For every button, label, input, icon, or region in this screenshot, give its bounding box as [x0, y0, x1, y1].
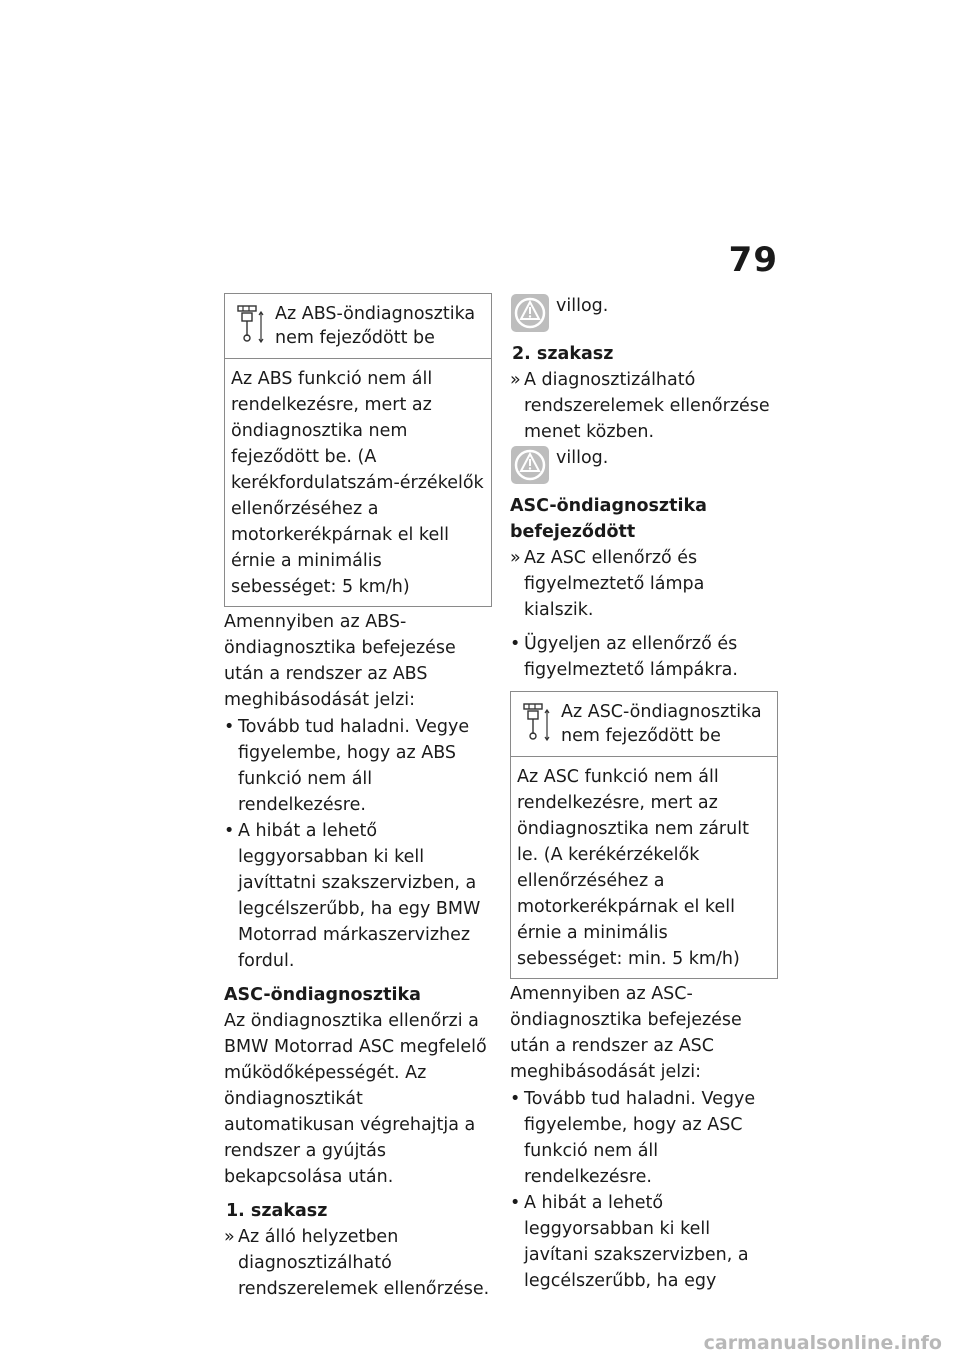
list-item: • Ügyeljen az ellenőrző és figyelmeztető lámpákra.	[510, 631, 778, 683]
step1-label: 1. szakasz	[226, 1201, 328, 1221]
asc-done-list	[510, 545, 778, 683]
asc-notice-header	[511, 692, 777, 757]
asc-done-heading: ASC-öndiagnosztika befejeződött	[510, 496, 707, 542]
step1-list	[224, 1224, 492, 1302]
asc-warning-lamp-icon	[510, 293, 550, 333]
abs-bullet-list	[224, 714, 492, 974]
lamp-row-1	[510, 293, 778, 333]
asc-notice-body: Az ASC funkció nem áll rendelkezésre, mert az öndiagnosztika nem zárult le. (A kerékérzékelők ellenőrzéséhez a motorkerékpárnak el kell érnie a minimális sebességet: min. 5 km/h)	[517, 767, 749, 969]
asc-bullet-list	[510, 1086, 778, 1294]
list-item: » Az álló helyzetben diagnosztizálható rendszerelemek ellenőrzése.	[224, 1224, 492, 1302]
asc-heading: ASC-öndiagnosztika	[224, 985, 421, 1005]
asc-intro-text: Amennyiben az ASC-öndiagnosztika befejezése után a rendszer az ASC meghibásodását jelzi:	[510, 984, 742, 1082]
engine-note-icon	[521, 702, 551, 742]
engine-note-icon	[235, 304, 265, 344]
lamp-row-2	[510, 445, 778, 485]
list-item: • Tovább tud haladni. Vegye figyelembe, hogy az ASC funkció nem áll rendelkezésre.	[510, 1086, 778, 1190]
asc-notice-title: Az ASC-öndiagnosztika nem fejeződött be	[561, 702, 762, 746]
list-item: » Az ASC ellenőrző és figyelmeztető lámpa kialszik.	[510, 545, 778, 623]
list-item: • A hibát a lehető leggyorsabban ki kell javítani szakszervizben, a legcélszerűbb, ha egy	[510, 1190, 778, 1294]
step2-list	[510, 367, 778, 445]
lamp2-text: villog.	[556, 448, 609, 468]
right-column	[510, 293, 778, 1294]
watermark: carmanualsonline.info	[703, 1332, 942, 1354]
asc-warning-lamp-icon	[510, 445, 550, 485]
step2-label: 2. szakasz	[512, 344, 614, 364]
asc-notice-box	[510, 691, 778, 979]
list-item: • Tovább tud haladni. Vegye figyelembe, hogy az ABS funkció nem áll rendelkezésre.	[224, 714, 492, 818]
abs-notice-box	[224, 293, 492, 607]
abs-notice-title: Az ABS-öndiagnosztika nem fejeződött be	[275, 304, 476, 348]
asc-description: Az öndiagnosztika ellenőrzi a BMW Motorrad ASC megfelelő működőképességét. Az öndiagnosztikát automatikusan végrehajtja a rendszer a gyújtás bekapcsolása után.	[224, 1011, 487, 1187]
abs-notice-body: Az ABS funkció nem áll rendelkezésre, mert az öndiagnosztika nem fejeződött be. (A kerékfordulatszám-érzékelők ellenőrzéséhez a motorkerékpárnak el kell érnie a minimális sebességet: 5 km/h)	[231, 369, 484, 597]
abs-notice-header	[225, 294, 491, 359]
left-column	[224, 293, 492, 1302]
page-number: 79	[728, 240, 778, 280]
list-item: » A diagnosztizálható rendszerelemek ellenőrzése menet közben.	[510, 367, 778, 445]
list-item: • A hibát a lehető leggyorsabban ki kell javíttatni szakszervizben, a legcélszerűbb, ha egy BMW Motorrad márkaszervizhez fordul.	[224, 818, 492, 974]
lamp1-text: villog.	[556, 296, 609, 316]
abs-intro-text: Amennyiben az ABS-öndiagnosztika befejezése után a rendszer az ABS meghibásodását jelzi:	[224, 612, 456, 710]
